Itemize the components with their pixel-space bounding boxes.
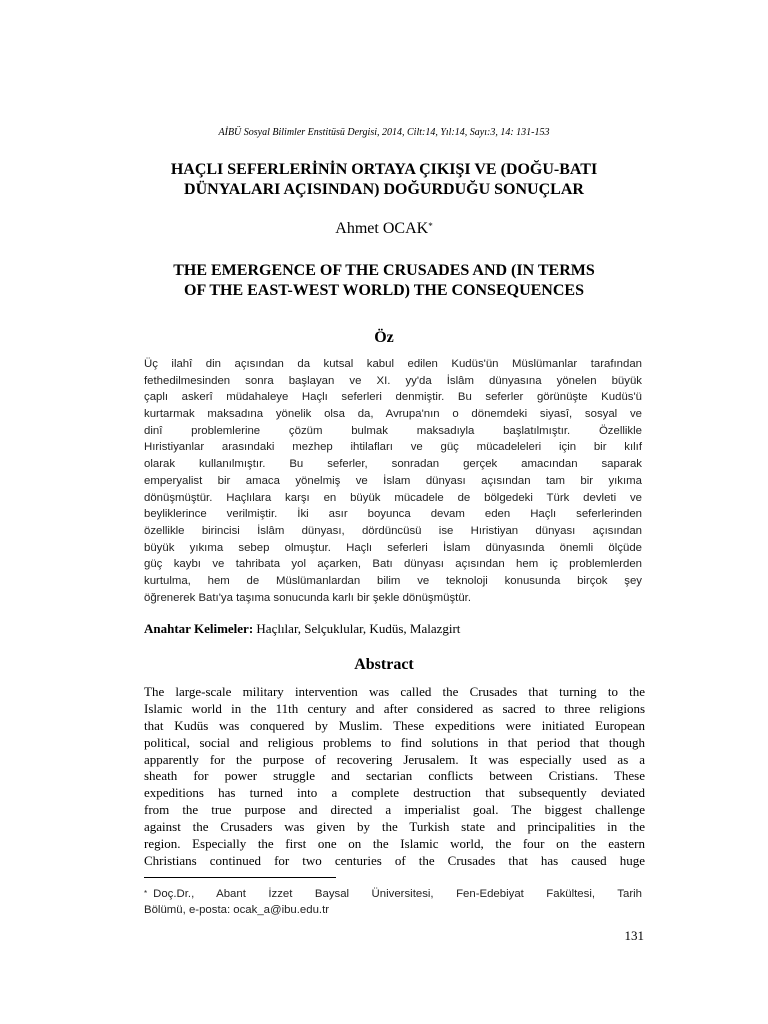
abstract-line: apparently for the purpose of recovering Jerusalem. It was especially used as a [144,751,645,767]
oz-line: Hıristiyanlar arasındaki mezhep ihtilafları ve güç mücadeleleri için bir kılıf [144,441,642,454]
oz-line: öğrenerek Batı'ya taşıma sonucunda karlı bir şekle dönüşmüştür. [144,591,471,604]
abstract-line: sheath for power struggle and sectarian conflicts between Cristians. These [144,768,645,784]
abstract-line: against the Crusaders was given by the Turkish state and principalities in the [144,819,645,835]
footnote-line: Bölümü, e-posta: ocak_a@ibu.edu.tr [144,904,330,916]
oz-line: büyük yıkıma sebep olmuştur. Haçlı seferleri İslam dünyasında önemli ölçüde [144,541,642,554]
oz-line: kurtulma, hem de Müslümanlardan bilim ve teknoloji konusunda birçok şey [144,574,642,587]
abstract-line: from the true purpose and directed a imperialist goal. The biggest challenge [144,802,645,818]
title-turkish [120,160,648,200]
abstract-line: political, social and religious problems to find solutions in that period that though [144,734,645,750]
footnote [144,886,642,918]
footnote-line [144,886,642,902]
page-number: 131 [624,928,644,943]
oz-line: kurtarmak maksadına yönelik olsa da, Avrupa'nın o dönemdeki siyasî, sosyal ve [144,408,642,421]
oz-line: fethedilmesinden sonra başlayan ve XI. yy'da İslâm dünyasına yönelen büyük [144,374,642,387]
keywords-value: Haçlılar, Selçuklular, Kudüs, Malazgirt [256,621,461,636]
oz-line: çaplı askerî müdahaleye Haçlı seferleri denmiştir. Bu seferler görünüşte Kudüs'ü [144,391,642,404]
oz-heading: Öz [374,329,394,346]
title-turkish-line: DÜNYALARI AÇISINDAN) DOĞURDUĞU SONUÇLAR [184,181,584,198]
title-english-line: OF THE EAST-WEST WORLD) THE CONSEQUENCES [184,282,584,299]
oz-line: beyliklerince verilmiştir. İki asır boyunca devam eden Haçlı seferlerinden [144,508,642,521]
abstract-line: expeditions has turned into a complete destruction that subsequently deviated [144,785,645,801]
abstract-line: that Kudüs was conquered by Muslim. These expeditions were initiated European [144,717,645,733]
keywords-label: Anahtar Kelimeler: [144,621,254,636]
abstract-heading: Abstract [354,656,414,673]
oz-paragraph [144,356,642,606]
oz-line: emperyalist bir amaca yönelmiş ve İslam dünyası açısından tam bir yıkıma [144,474,642,487]
author-name: Ahmet OCAK [335,220,429,237]
footnote-text: Doç.Dr., Abant İzzet Baysal Üniversitesi, Fen-Edebiyat Fakültesi, Tarih [153,888,642,900]
oz-line: güç kaybı ve tahribata yol açarken, Batı dünyası açısından hem iç problemlerden [144,558,642,571]
title-turkish-line: HAÇLI SEFERLERİNİN ORTAYA ÇIKIŞI VE (DOĞU-BATI [170,161,598,178]
author-footnote-mark: * [428,221,433,231]
title-english-line: THE EMERGENCE OF THE CRUSADES AND (IN TERMS [173,262,595,279]
oz-line: dinî problemlerine çözüm bulmak maksadıyla başlatılmıştır. Özellikle [144,424,642,437]
oz-line: olarak kullanılmıştır. Bu seferler, sonradan gerçek amacından saparak [144,458,642,471]
abstract-line: The large-scale military intervention was called the Crusades that turning to the [144,684,645,699]
journal-citation: AİBÜ Sosyal Bilimler Enstitüsü Dergisi, 2014, Cilt:14, Yıl:14, Sayı:3, 14: 131-153 [218,127,550,138]
oz-line: Üç ilahî din açısından da kutsal kabul edilen Kudüs'ün Müslümanlar tarafından [144,358,642,370]
footnote-mark: * [144,889,148,898]
oz-line: dönüşmüştür. Haçlılara karşı en büyük mücadele de bölgedeki Türk devleti ve [144,491,642,504]
oz-line: özellikle birincisi İslâm dünyası, dördüncüsü ise Hıristiyan dünyası açısından [144,524,642,537]
abstract-line: Islamic world in the 11th century and after considered as sacred to three religions [144,700,645,716]
abstract-line: region. Especially the first one on the Islamic world, the four on the eastern [144,836,645,852]
footnote-divider [144,877,336,878]
author [0,219,768,239]
title-english [120,261,648,301]
keywords [144,620,642,638]
abstract-paragraph [144,684,645,870]
abstract-line: Christians continued for two centuries of the Crusades that has caused huge [144,852,645,868]
